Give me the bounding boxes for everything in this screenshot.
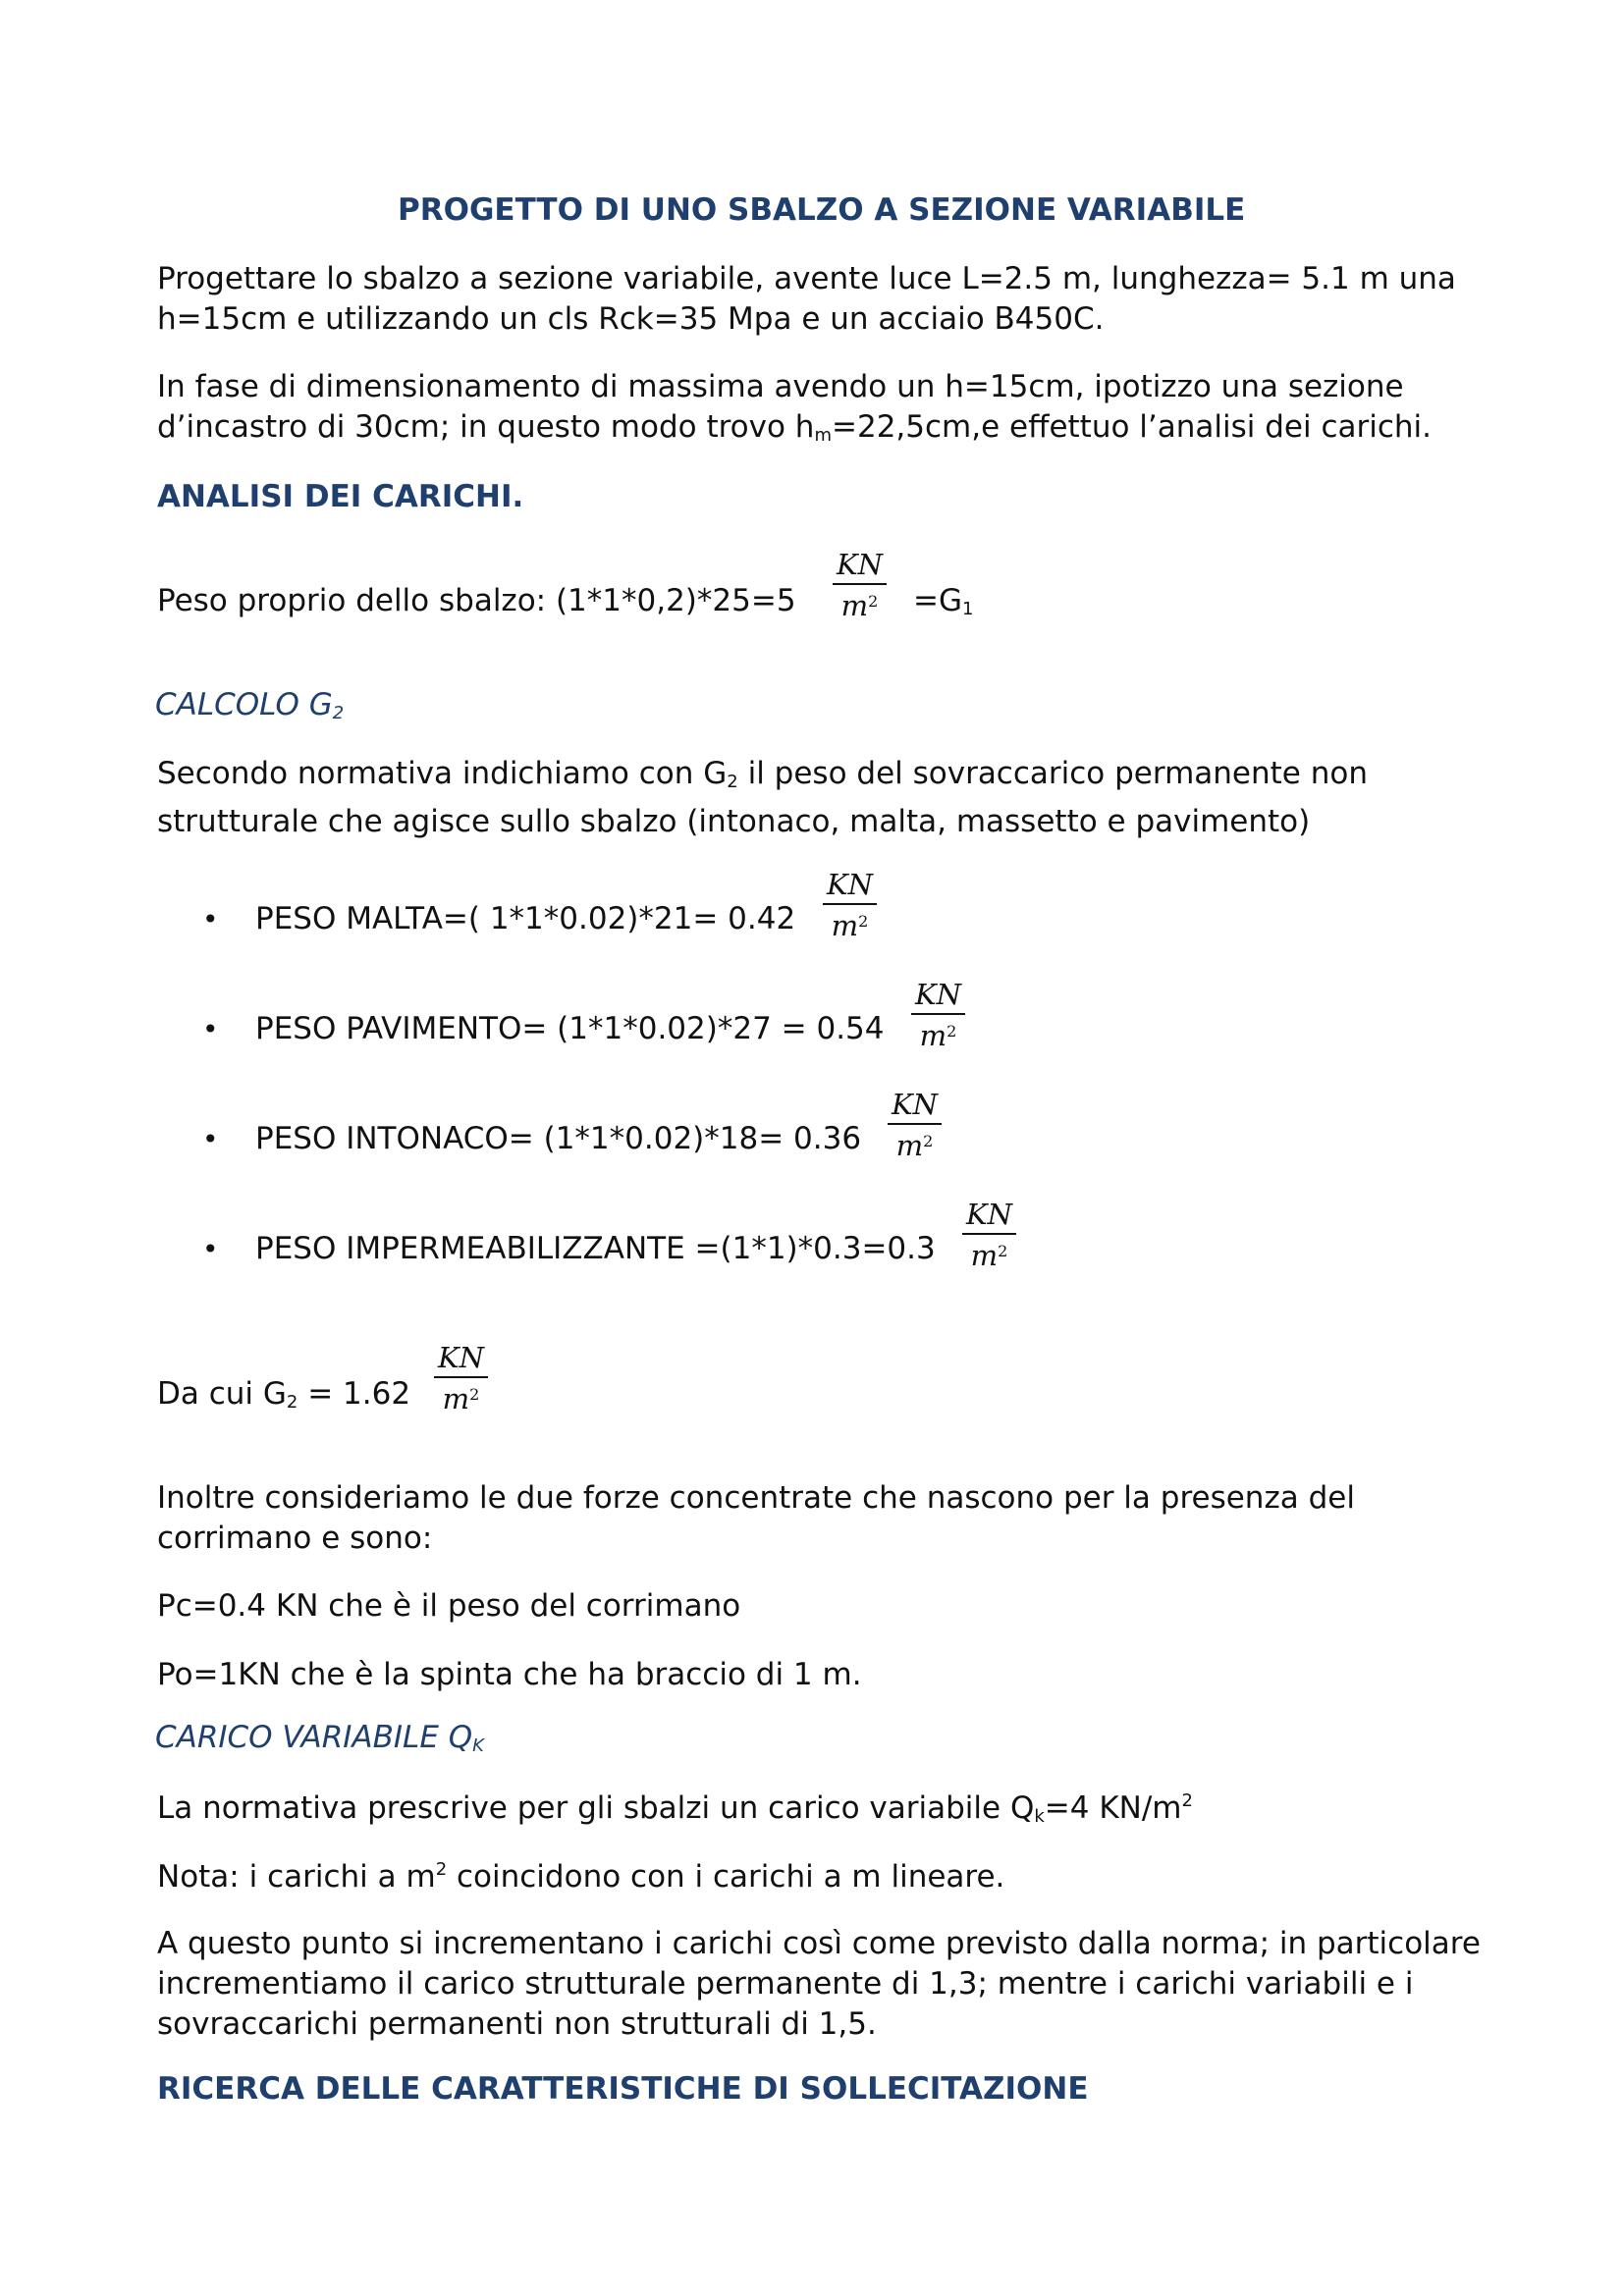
bullet-item-impermeabilizzante: PESO IMPERMEABILIZZANTE =(1*1)*0.3=0.3 <box>255 1231 936 1266</box>
bullet-symbol: • <box>202 1013 219 1045</box>
calcolo-g2-heading: CALCOLO $G_2$ <box>155 687 345 723</box>
ricerca-heading: RICERCA DELLE CARATTERISTICHE DI SOLLECITAZIONE <box>157 2071 1089 2107</box>
nota-line: Nota: i carichi a $m^2$ coincidono con i carichi a m lineare. <box>157 1859 1005 1895</box>
fraction-bar <box>833 583 887 585</box>
unit-fraction-g2: KN $m^2$ <box>434 1341 488 1414</box>
predim-line-2 <box>157 407 1432 455</box>
predim-line-2-b: =22,5cm,e effettuo l’analisi dei carichi. <box>832 409 1433 445</box>
document-title: PROGETTO DI UNO SBALZO A SEZIONE VARIABILE <box>398 192 1246 228</box>
bullet-item-pavimento: PESO PAVIMENTO= (1*1*0.02)*27 = 0.54 <box>255 1011 885 1046</box>
intro-line-2: h=15cm e utilizzando un cls Rck=35 Mpa e un acciaio B450C. <box>157 301 1105 337</box>
g2-description <box>157 754 1368 842</box>
forze-line-2: corrimano e sono: <box>157 1521 433 1556</box>
predim-hm-subscript: m <box>814 425 832 446</box>
bullet-item-intonaco: PESO INTONACO= (1*1*0.02)*18= 0.36 <box>255 1121 862 1156</box>
pc-line: Pc=0.4 KN che è il peso del corrimano <box>157 1588 741 1624</box>
incrementi-paragraph <box>157 1924 1481 2045</box>
incrementi-line-3: sovraccarichi permanenti non strutturali di 1,5. <box>157 2006 877 2042</box>
predim-line-2-a: d’incastro di 30cm; in questo modo trovo h <box>157 409 815 445</box>
unit-denominator: $m^2$ <box>840 589 879 622</box>
g2-description-line-2: strutturale che agisce sullo sbalzo (intonaco, malta, massetto e pavimento) <box>157 804 1311 839</box>
carico-variabile-heading: CARICO VARIABILE $Q_K$ <box>155 1720 484 1756</box>
da-cui-g2: Da cui $G_2 = 1.62$ <box>157 1376 411 1413</box>
bullet-symbol: • <box>202 1123 219 1155</box>
peso-proprio-text: Peso proprio dello sbalzo: (1*1*0,2)*25=5 <box>157 583 796 618</box>
g2-description-line-1: Secondo normativa indichiamo con $G_2$ il peso del sovraccarico permanente non <box>157 756 1368 792</box>
bullet-symbol: • <box>202 903 219 935</box>
incrementi-line-2: incrementiamo il carico strutturale permanente di 1,3; mentre i carichi variabili e i <box>157 1966 1414 2002</box>
analisi-heading: ANALISI DEI CARICHI. <box>157 479 524 514</box>
normativa-line: La normativa prescrive per gli sbalzi un carico variabile $Q_k=4$ $KN/m^2$ <box>157 1790 1193 1827</box>
unit-fraction-impermeabilizzante: KN $m^2$ <box>962 1198 1016 1270</box>
bullet-symbol: • <box>202 1233 219 1265</box>
forze-line-1: Inoltre consideriamo le due forze concentrate che nascono per la presenza del <box>157 1480 1355 1516</box>
unit-fraction-g1 <box>833 548 887 620</box>
predim-line-1: In fase di dimensionamento di massima avendo un h=15cm, ipotizzo una sezione <box>157 369 1404 404</box>
forze-paragraph <box>157 1478 1355 1559</box>
unit-fraction-intonaco: KN $m^2$ <box>888 1088 942 1160</box>
unit-fraction-malta: KN $m^2$ <box>823 868 877 940</box>
unit-fraction-pavimento: KN $m^2$ <box>911 978 965 1050</box>
g1-label: $=G_1$ <box>913 583 974 619</box>
predim-paragraph <box>157 367 1432 455</box>
po-line: Po=1KN che è la spinta che ha braccio di 1 m. <box>157 1657 862 1692</box>
bullet-item-malta: PESO MALTA=( 1*1*0.02)*21= 0.42 <box>255 901 796 936</box>
intro-line-1: Progettare lo sbalzo a sezione variabile, avente luce L=2.5 m, lunghezza= 5.1 m una <box>157 261 1456 296</box>
intro-paragraph <box>157 259 1456 340</box>
unit-numerator: KN <box>837 548 884 581</box>
incrementi-line-1: A questo punto si incrementano i carichi così come previsto dalla norma; in particolare <box>157 1926 1481 1961</box>
